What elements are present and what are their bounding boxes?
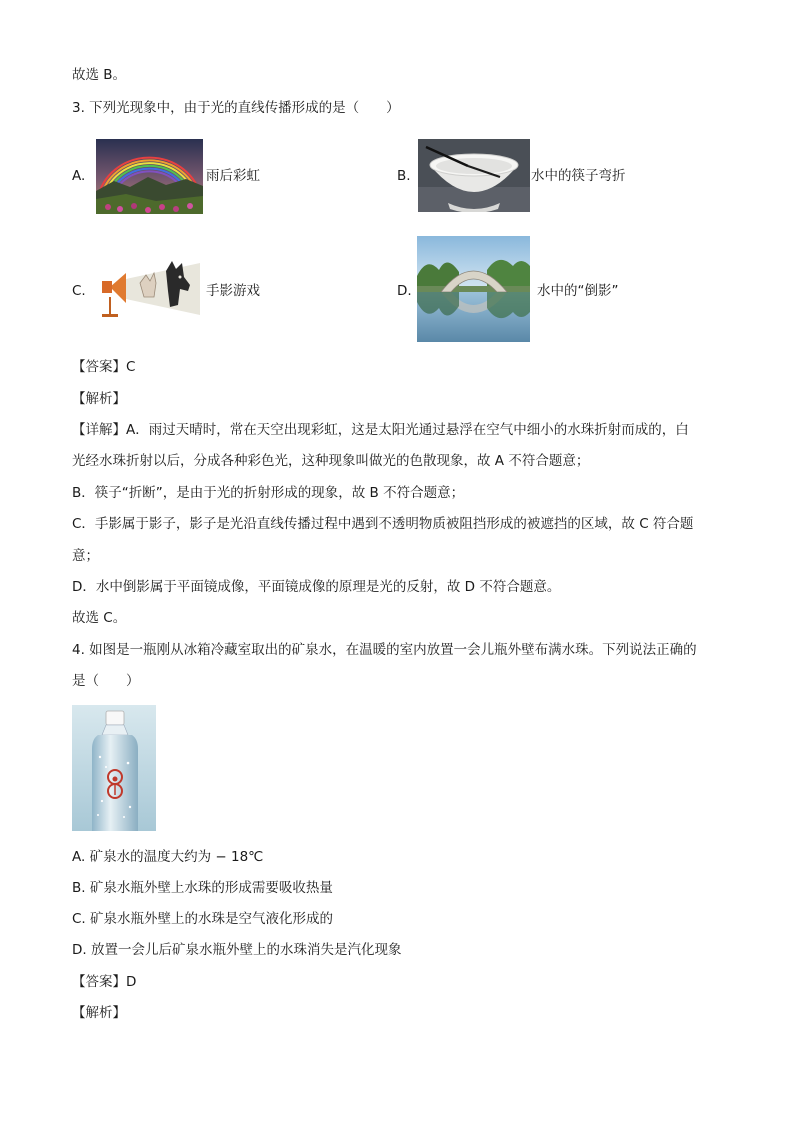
explanation-line: 【详解】A．雨过天晴时，常在天空出现彩虹，这是太阳光通过悬浮在空气中细小的水珠折射而成的，白 (72, 422, 689, 438)
answer-label: 【答案】D (72, 974, 137, 990)
question-4-stem: 4. 如图是一瓶刚从冰箱冷藏室取出的矿泉水，在温暖的室内放置一会儿瓶外壁布满水珠。下列说法正确的 (72, 642, 697, 658)
water-bottle-image (72, 705, 156, 831)
analysis-label: 【解析】 (72, 391, 126, 407)
option-c-line: C. 矿泉水瓶外壁上的水珠是空气液化形成的 (72, 911, 334, 927)
option-d-text: 水中的“倒影” (537, 283, 619, 299)
option-b-line: B. 矿泉水瓶外壁上水珠的形成需要吸收热量 (72, 880, 333, 896)
option-c-letter: C. (72, 283, 86, 299)
text-line: 故选 B。 (72, 67, 127, 83)
option-d-line: D. 放置一会儿后矿泉水瓶外壁上的水珠消失是汽化现象 (72, 942, 402, 958)
chopsticks-bowl-image (418, 139, 530, 212)
explanation-line: 光经水珠折射以后，分成各种彩色光，这种现象叫做光的色散现象，故 A 不符合题意； (72, 453, 590, 469)
question-4-stem: 是（ ） (72, 673, 140, 689)
bridge-reflection-image (417, 236, 530, 342)
rainbow-image (96, 139, 203, 214)
hand-shadow-image (96, 257, 202, 319)
option-a-line: A. 矿泉水的温度大约为 − 18℃ (72, 849, 264, 865)
option-a-text: 雨后彩虹 (206, 168, 260, 184)
option-b-letter: B. (397, 168, 411, 184)
option-c-text: 手影游戏 (206, 283, 260, 299)
explanation-line: 意； (72, 548, 99, 564)
explanation-line: D．水中倒影属于平面镜成像，平面镜成像的原理是光的反射，故 D 不符合题意。 (72, 579, 561, 595)
explanation-line: C．手影属于影子，影子是光沿直线传播过程中遇到不透明物质被阻挡形成的被遮挡的区域，故 C 符合题 (72, 516, 694, 532)
option-d-letter: D. (397, 283, 412, 299)
option-b-text: 水中的筷子弯折 (531, 168, 626, 184)
analysis-label: 【解析】 (72, 1005, 126, 1021)
answer-label: 【答案】C (72, 359, 136, 375)
explanation-line: B．筷子“折断”，是由于光的折射形成的现象，故 B 不符合题意； (72, 485, 465, 501)
question-3-stem: 3. 下列光现象中，由于光的直线传播形成的是（ ） (72, 100, 400, 116)
option-a-letter: A. (72, 168, 86, 184)
text-line: 故选 C。 (72, 610, 127, 626)
